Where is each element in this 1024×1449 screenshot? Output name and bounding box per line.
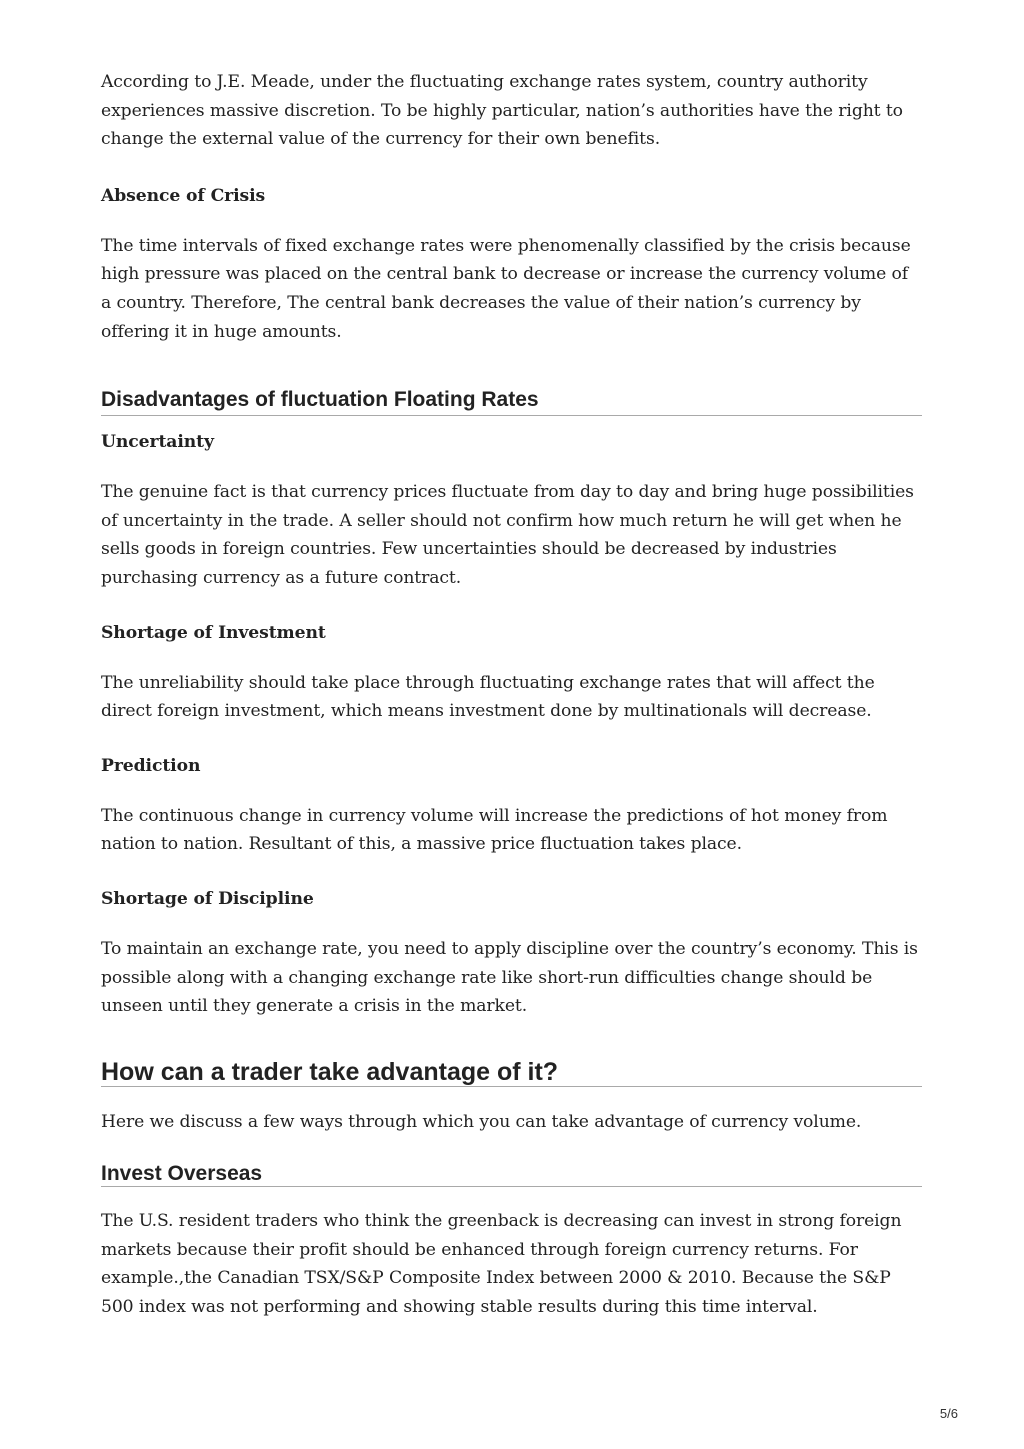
trader-advantage-heading: How can a trader take advantage of it?: [101, 1058, 922, 1087]
uncertainty-paragraph: The genuine fact is that currency prices fluctuate from day to day and bring huge possibilities of uncertainty in the trade. A seller should not confirm how much return he will get when he sells goods in foreign countries. Few uncertainties should be decreased by industries purchasing currency as a future contract.: [101, 482, 914, 588]
page-number: 5/6: [939, 1406, 958, 1421]
absence-of-crisis-heading: Absence of Crisis: [101, 185, 266, 206]
prediction-heading: Prediction: [101, 755, 201, 776]
disadvantages-heading: Disadvantages of fluctuation Floating Rates: [101, 387, 922, 416]
invest-overseas-paragraph: The U.S. resident traders who think the greenback is decreasing can invest in strong foreign markets because their profit should be enhanced through foreign currency returns. For example.,the Canadian TSX/S&P Composite Index between 2000 & 2010. Because the S&P 500 index was not performing and showing stable results during this time interval.: [101, 1211, 902, 1318]
invest-overseas-heading: Invest Overseas: [101, 1162, 922, 1187]
shortage-of-discipline-heading: Shortage of Discipline: [101, 888, 314, 909]
prediction-paragraph: The continuous change in currency volume will increase the predictions of hot money from nation to nation. Resultant of this, a massive price fluctuation takes place.: [101, 805, 888, 855]
document-page: [101, 68, 922, 1322]
shortage-of-discipline-paragraph: To maintain an exchange rate, you need to apply discipline over the country’s economy. This is possible along with a changing exchange rate like short-run difficulties change should be unseen until they generate a crisis in the market.: [101, 938, 918, 1017]
absence-of-crisis-paragraph: The time intervals of fixed exchange rates were phenomenally classified by the crisis because high pressure was placed on the central bank to decrease or increase the currency volume of a country. Therefore, The central bank decreases the value of their nation’s currency by offering it in huge amounts.: [101, 235, 911, 342]
uncertainty-heading: Uncertainty: [101, 432, 214, 453]
intro-paragraph: According to J.E. Meade, under the fluctuating exchange rates system, country authority experiences massive discretion. To be highly particular, nation’s authorities have the right to change the external value of the currency for their own benefits.: [101, 72, 903, 150]
shortage-of-investment-paragraph: The unreliability should take place through fluctuating exchange rates that will affect the direct foreign investment, which means investment done by multinationals will decrease.: [101, 672, 875, 722]
shortage-of-investment-heading: Shortage of Investment: [101, 622, 326, 643]
trader-intro-paragraph: Here we discuss a few ways through which you can take advantage of currency volume.: [101, 1111, 862, 1132]
